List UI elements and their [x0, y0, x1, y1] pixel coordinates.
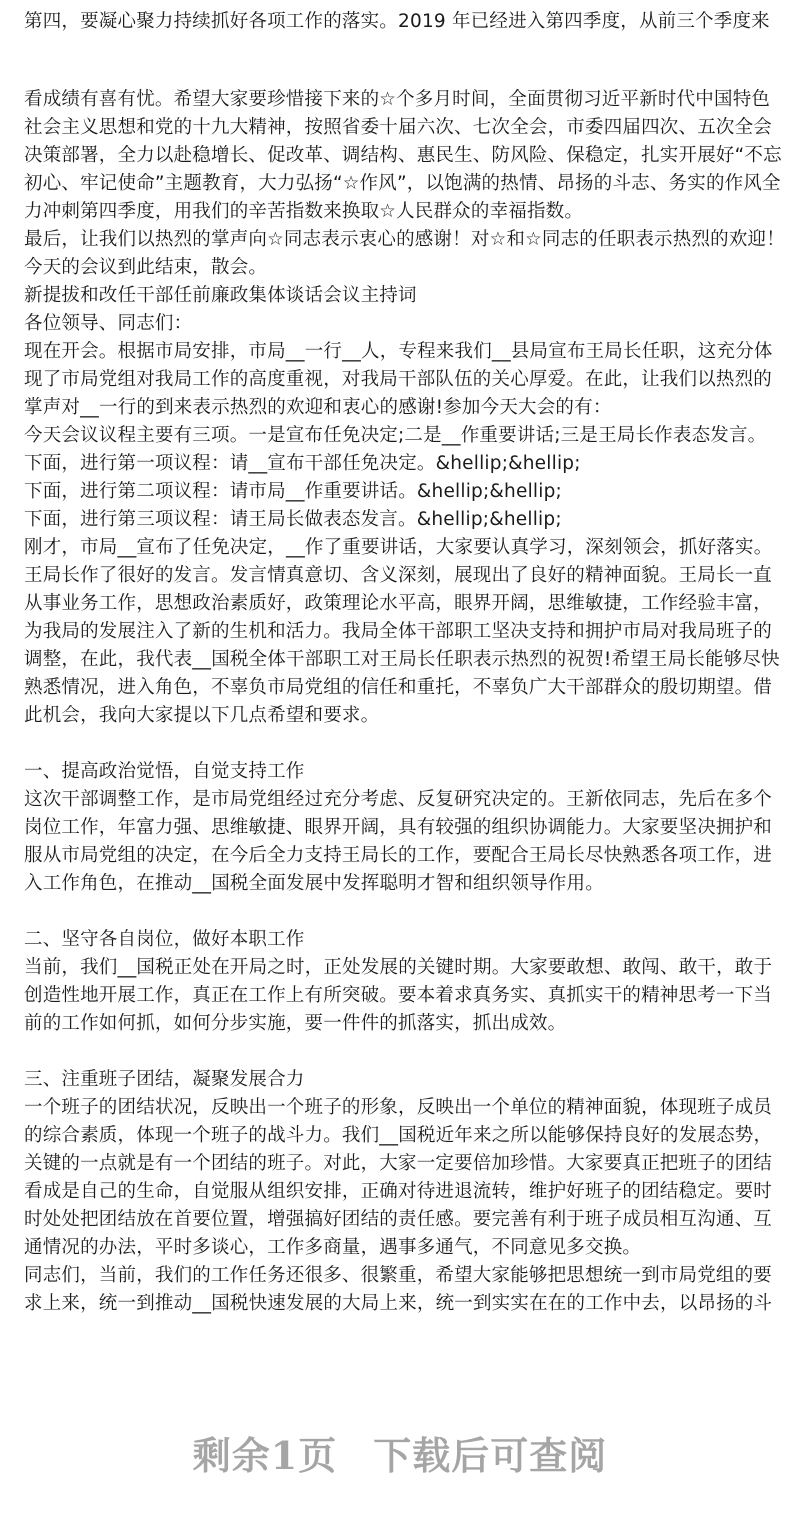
download-to-view-label[interactable]: 下载后可查阅: [373, 1433, 608, 1478]
text-line: 熟悉情况，进入角色，不辜负市局党组的信任和重托，不辜负广大干部群众的殷切期望。借: [24, 677, 773, 698]
text-line: 今天的会议到此结束，散会。: [24, 257, 268, 278]
text-line: 为我局的发展注入了新的生机和活力。我局全体干部职工坚决支持和拥护市局对我局班子的: [24, 621, 773, 642]
text-line: 下面，进行第三项议程：请王局长做表态发言。&hellip;&hellip;: [24, 509, 562, 530]
text-line: 看成是自己的生命，自觉服从组织安排，正确对待进退流转，维护好班子的团结稳定。要时: [24, 1181, 773, 1202]
text-line: 决策部署，全力以赴稳增长、促改革、调结构、惠民生、防风险、保稳定，扎实开展好“不忘: [24, 145, 782, 166]
text-line: 一个班子的团结状况，反映出一个班子的形象，反映出一个单位的精神面貌，体现班子成员: [24, 1097, 773, 1118]
text-line: 三、注重班子团结，凝聚发展合力: [24, 1069, 305, 1090]
text-line: 最后，让我们以热烈的掌声向☆同志表示衷心的感谢！对☆和☆同志的任职表示热烈的欢迎！: [24, 229, 785, 250]
text-line: 现了市局党组对我局工作的高度重视，对我局干部队伍的关心厚爱。在此，让我们以热烈的: [24, 369, 773, 390]
text-line: 创造性地开展工作，真正在工作上有所突破。要本着求真务实、真抓实干的精神思考一下当: [24, 985, 773, 1006]
text-line: 今天会议议程主要有三项。一是宣布任免决定;二是__作重要讲话;三是王局长作表态发言。: [24, 425, 767, 446]
text-line: 的综合素质，体现一个班子的战斗力。我们__国税近年来之所以能够保持良好的发展态势，: [24, 1125, 773, 1146]
text-line: [24, 730, 794, 758]
text-line: 求上来，统一到推动__国税快速发展的大局上来，统一到实实在在的工作中去，以昂扬的斗: [24, 1293, 773, 1314]
document-text-body: [24, 86, 794, 1318]
text-line: 一、提高政治觉悟，自觉支持工作: [24, 761, 305, 782]
text-line: 初心、牢记使命”主题教育，大力弘扬“☆作风”，以饱满的热情、昂扬的斗志、务实的作风全: [24, 173, 781, 194]
text-line: 关键的一点就是有一个团结的班子。对此，大家一定要倍加珍惜。大家要真正把班子的团结: [24, 1153, 773, 1174]
text-line: 看成绩有喜有忧。希望大家要珍惜接下来的☆个多月时间，全面贯彻习近平新时代中国特色: [24, 89, 771, 110]
document-text-top: [24, 8, 794, 36]
text-line: 调整，在此，我代表__国税全体干部职工对王局长任职表示热烈的祝贺!希望王局长能够尽快: [24, 649, 780, 670]
text-line: 服从市局党组的决定，在今后全力支持王局长的工作，要配合王局长尽快熟悉各项工作，进: [24, 845, 773, 866]
text-line: 刚才，市局__宣布了任免决定，__作了重要讲话，大家要认真学习，深刻领会，抓好落实。: [24, 537, 773, 558]
text-line: 从事业务工作，思想政治素质好，政策理论水平高，眼界开阔，思维敏捷，工作经验丰富，: [24, 593, 773, 614]
text-line: 下面，进行第一项议程：请__宣布干部任免决定。&hellip;&hellip;: [24, 453, 581, 474]
text-line: 通情况的办法，平时多谈心，工作多商量，遇事多通气，不同意见多交换。: [24, 1237, 642, 1258]
text-line: 时处处把团结放在首要位置，增强搞好团结的责任感。要完善有利于班子成员相互沟通、互: [24, 1209, 773, 1230]
text-line: 下面，进行第二项议程：请市局__作重要讲话。&hellip;&hellip;: [24, 481, 562, 502]
text-line: 社会主义思想和党的十九大精神，按照省委十届六次、七次全会，市委四届四次、五次全会: [24, 117, 773, 138]
text-line: 第四，要凝心聚力持续抓好各项工作的落实。2019 年已经进入第四季度，从前三个季度来: [24, 11, 770, 32]
text-line: 同志们，当前，我们的工作任务还很多、很繁重，希望大家能够把思想统一到市局党组的要: [24, 1265, 773, 1286]
text-line: 前的工作如何抓，如何分步实施，要一件件的抓落实，抓出成效。: [24, 1013, 567, 1034]
download-prompt[interactable]: [0, 1425, 800, 1480]
text-line: 力冲刺第四季度，用我们的辛苦指数来换取☆人民群众的幸福指数。: [24, 201, 584, 222]
text-line: 这次干部调整工作，是市局党组经过充分考虑、反复研究决定的。王新依同志，先后在多个: [24, 789, 773, 810]
text-line: 入工作角色，在推动__国税全面发展中发挥聪明才智和组织领导作用。: [24, 873, 604, 894]
text-line: 此机会，我向大家提以下几点希望和要求。: [24, 705, 380, 726]
text-line: 掌声对__一行的到来表示热烈的欢迎和衷心的感谢!参加今天大会的有：: [24, 397, 612, 418]
text-line: [24, 898, 794, 926]
text-line: 王局长作了很好的发言。发言情真意切、含义深刻，展现出了良好的精神面貌。王局长一直: [24, 565, 773, 586]
text-line: 各位领导、同志们：: [24, 313, 193, 334]
text-line: 当前，我们__国税正处在开局之时，正处发展的关键时期。大家要敢想、敢闯、敢干，敢于: [24, 957, 773, 978]
text-line: 二、坚守各自岗位，做好本职工作: [24, 929, 305, 950]
text-line: 现在开会。根据市局安排，市局__一行__人，专程来我们__县局宣布王局长任职，这充分体: [24, 341, 773, 362]
text-line: 新提拔和改任干部任前廉政集体谈话会议主持词: [24, 285, 417, 306]
remaining-pages-label: 剩余1页: [192, 1433, 338, 1478]
text-line: 岗位工作，年富力强、思维敏捷、眼界开阔，具有较强的组织协调能力。大家要坚决拥护和: [24, 817, 773, 838]
text-line: [24, 1038, 794, 1066]
